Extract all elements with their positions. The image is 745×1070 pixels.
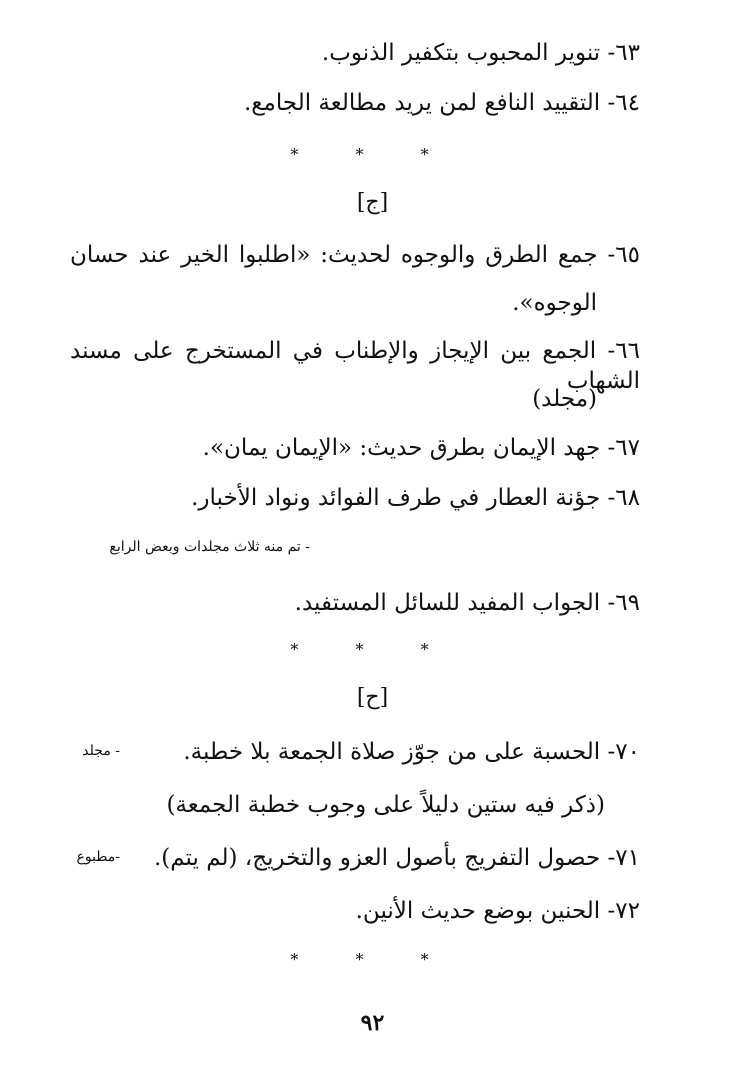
section-heading-haa: [ح] <box>356 685 389 710</box>
margin-note-entry-68: - تم منه ثلاث مجلدات وبعض الرابع <box>109 539 310 555</box>
entry-70-note: (ذكر فيه ستين دليلاً على وجوب خطبة الجمعة) <box>166 792 605 818</box>
entry-63: ٦٣- تنوير المحبوب بتكفير الذنوب. <box>321 40 640 66</box>
separator-stars-2: * * * <box>290 640 455 659</box>
entry-64: ٦٤- التقييد النافع لمن يريد مطالعة الجامع. <box>244 90 640 116</box>
section-heading-jeem: [ج] <box>356 190 389 215</box>
entry-66-line-2: (مجلد) <box>532 386 597 412</box>
margin-note-entry-71: -مطبوع <box>76 849 120 865</box>
page-number: ٩٢ <box>360 1010 385 1036</box>
entry-70: ٧٠- الحسبة على من جوّز صلاة الجمعة بلا خطبة. <box>183 739 640 765</box>
separator-stars-1: * * * <box>290 145 455 164</box>
margin-note-entry-70: - مجلد <box>82 743 120 759</box>
entry-65-line-1: ٦٥- جمع الطرق والوجوه لحديث: «اطلبوا الخير عند حسان <box>70 242 640 268</box>
entry-66-line-1: ٦٦- الجمع بين الإيجاز والإطناب في المستخرج على مسند الشهاب <box>70 338 640 394</box>
entry-72: ٧٢- الحنين بوضع حديث الأنين. <box>355 898 640 924</box>
entry-67: ٦٧- جهد الإيمان بطرق حديث: «الإيمان يمان». <box>202 435 640 461</box>
entry-69: ٦٩- الجواب المفيد للسائل المستفيد. <box>294 590 640 616</box>
entry-65-line-2: الوجوه». <box>512 290 597 316</box>
separator-stars-3: * * * <box>290 950 455 969</box>
entry-68: ٦٨- جؤنة العطار في طرف الفوائد ونواد الأخبار. <box>191 485 640 511</box>
entry-71: ٧١- حصول التفريج بأصول العزو والتخريج، (لم يتم). <box>153 845 640 871</box>
